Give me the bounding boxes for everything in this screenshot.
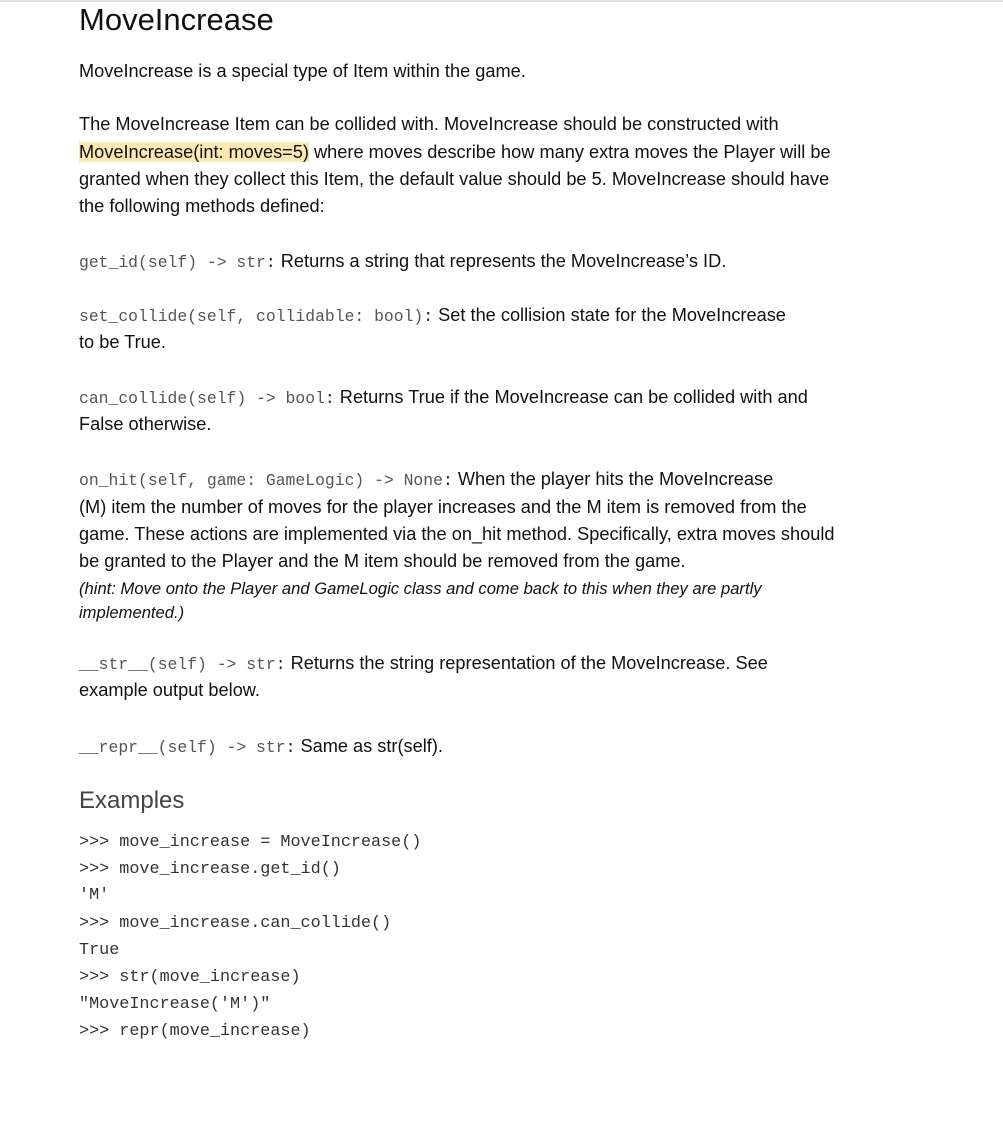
on-hit-description-4: be granted to the Player and the M item should be removed from the game. <box>79 551 686 571</box>
code-line: 'M' <box>79 886 110 905</box>
on-hit-hint-2: implemented.) <box>79 603 185 622</box>
code-line: "MoveIncrease('M')" <box>79 995 271 1014</box>
description-line-2: where moves describe how many extra moves the Player will be <box>308 142 831 162</box>
on-hit-description-3: game. These actions are implemented via the on_hit method. Specifically, extra moves should <box>79 524 835 544</box>
set-collide-description-2: to be True. <box>79 332 166 352</box>
intro-paragraph <box>79 58 526 85</box>
get-id-colon: : <box>265 253 276 272</box>
code-line: >>> move_increase.can_collide() <box>79 914 392 933</box>
on-hit-signature: on_hit(self, game: GameLogic) -> None <box>79 471 443 490</box>
code-line: >>> move_increase = MoveIncrease() <box>79 833 422 852</box>
code-line: True <box>79 941 120 960</box>
get-id-signature: get_id(self) -> str <box>79 253 266 272</box>
can-collide-description-2: False otherwise. <box>79 414 212 434</box>
description-line-1: The MoveIncrease Item can be collided with. MoveIncrease should be constructed with <box>79 114 779 134</box>
set-collide-colon: : <box>423 307 434 326</box>
on-hit-description-2: (M) item the number of moves for the player increases and the M item is removed from the <box>79 497 807 517</box>
code-line: >>> repr(move_increase) <box>79 1022 311 1041</box>
set-collide-signature: set_collide(self, collidable: bool) <box>79 307 424 326</box>
description-line-4: the following methods defined: <box>79 196 325 216</box>
code-line: >>> move_increase.get_id() <box>79 860 341 879</box>
examples-heading: Examples <box>79 787 185 814</box>
page-title: MoveIncrease <box>79 2 274 37</box>
str-description-2: example output below. <box>79 680 260 700</box>
set-collide-description: Set the collision state for the MoveIncrease <box>433 305 786 325</box>
intro-text: MoveIncrease is a special type of Item within the game. <box>79 61 526 81</box>
repr-signature: __repr__(self) -> str <box>79 738 286 757</box>
code-line: >>> str(move_increase) <box>79 968 301 987</box>
repr-description: Same as str(self). <box>295 736 443 756</box>
repr-colon: : <box>285 738 296 757</box>
str-colon: : <box>275 655 286 674</box>
on-hit-hint-1: (hint: Move onto the Player and GameLogic class and come back to this when they are partly <box>79 579 762 598</box>
constructor-highlight: MoveIncrease(int: moves=5) <box>79 142 309 162</box>
description-line-3: granted when they collect this Item, the default value should be 5. MoveIncrease should have <box>79 169 830 189</box>
on-hit-colon: : <box>442 471 453 490</box>
can-collide-signature: can_collide(self) -> bool <box>79 389 325 408</box>
can-collide-description: Returns True if the MoveIncrease can be collided with and <box>334 387 808 407</box>
on-hit-description: When the player hits the MoveIncrease <box>452 469 774 489</box>
get-id-description: Returns a string that represents the MoveIncrease’s ID. <box>275 251 727 271</box>
str-signature: __str__(self) -> str <box>79 655 276 674</box>
str-description: Returns the string representation of the MoveIncrease. See <box>285 653 768 673</box>
can-collide-colon: : <box>324 389 335 408</box>
